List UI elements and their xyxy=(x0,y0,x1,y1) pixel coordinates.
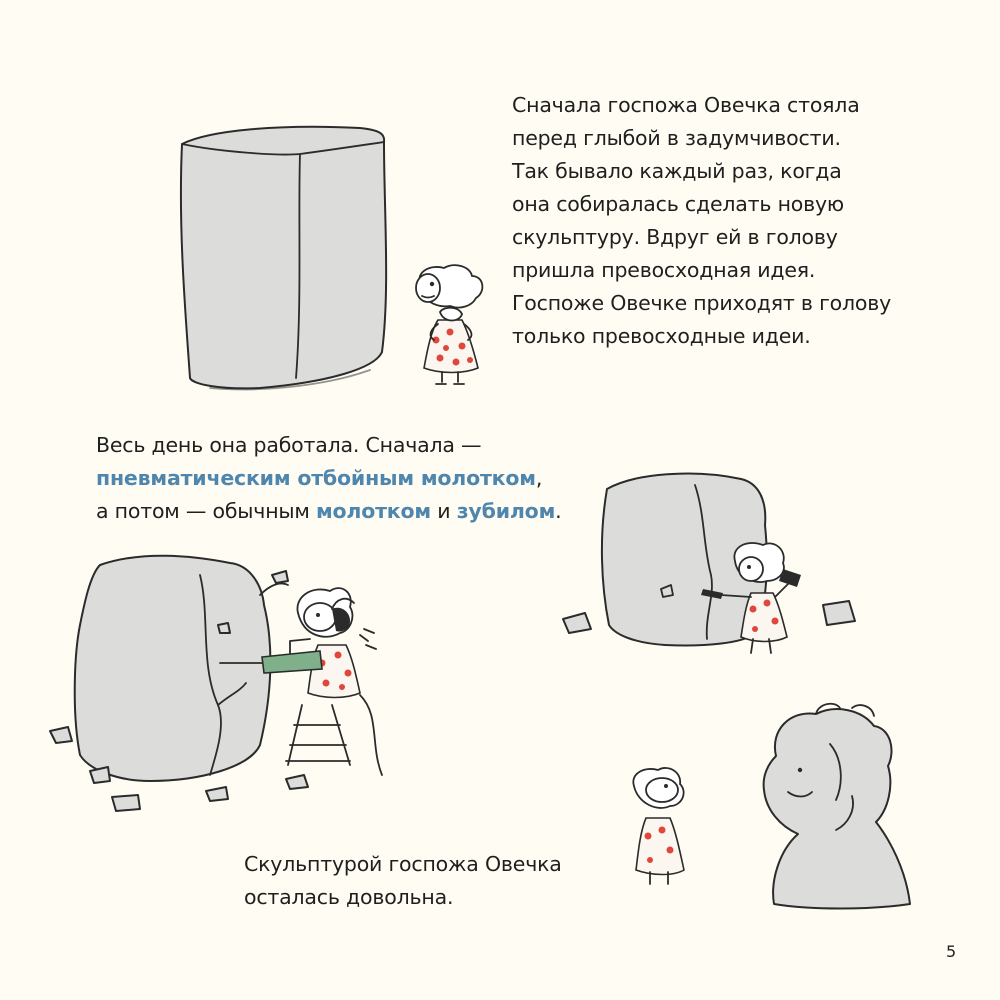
text-line: Так бывало каждый раз, когда xyxy=(512,159,842,183)
text-line: она собиралась сделать новую xyxy=(512,192,844,216)
text-line: перед глыбой в задумчивости. xyxy=(512,126,841,150)
term-hammer: молотком xyxy=(315,499,431,523)
paragraph-satisfied xyxy=(244,848,562,914)
sheep-thinking-illustration xyxy=(410,262,500,392)
text-line: Госпоже Овечке приходят в голову xyxy=(512,291,892,315)
text-line: осталась довольна. xyxy=(244,885,454,909)
paragraph-thinking xyxy=(512,89,891,353)
text-period: . xyxy=(555,499,562,523)
text-line: Весь день она работала. Сначала — xyxy=(96,433,482,457)
text-comma: , xyxy=(535,466,543,490)
text-line: только превосходные идеи. xyxy=(512,324,811,348)
text-line xyxy=(96,462,561,495)
text-line: пришла превосходная идея. xyxy=(512,258,816,282)
text-fragment: и xyxy=(430,499,457,523)
sheep-hammer-chisel-illustration xyxy=(555,465,865,670)
sheep-with-sculpture-illustration xyxy=(620,700,920,915)
sheep-jackhammer-illustration xyxy=(50,545,390,815)
text-line: скульптуру. Вдруг ей в голову xyxy=(512,225,838,249)
term-chisel: зубилом xyxy=(456,499,556,523)
paragraph-working xyxy=(96,429,561,528)
text-line xyxy=(96,495,561,528)
text-fragment: а потом — обычным xyxy=(96,499,316,523)
text-line: Скульптурой госпожа Овечка xyxy=(244,852,562,876)
text-line: Сначала госпожа Овечка стояла xyxy=(512,93,860,117)
page-number: 5 xyxy=(946,942,957,961)
stone-block-illustration xyxy=(170,120,400,400)
term-jackhammer: пневматическим отбойным молотком xyxy=(96,466,536,490)
